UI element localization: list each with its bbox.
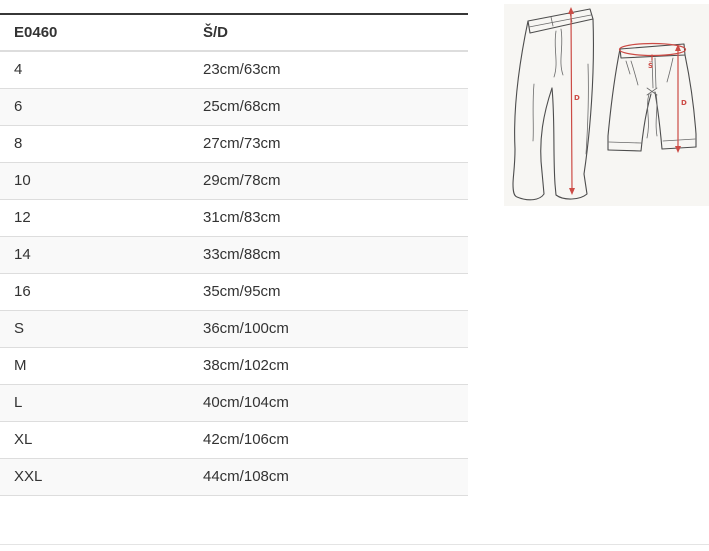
- table-row: [0, 274, 468, 311]
- dimensions-cell: 25cm/68cm: [189, 89, 468, 126]
- dimensions-cell: 27cm/73cm: [189, 126, 468, 163]
- table-row: [0, 385, 468, 422]
- size-cell: 14: [0, 237, 189, 274]
- dimensions-header: Š/D: [189, 14, 468, 51]
- dimensions-cell: 36cm/100cm: [189, 311, 468, 348]
- size-cell: XXL: [0, 459, 189, 496]
- size-chart-header: [0, 14, 468, 51]
- table-row: [0, 422, 468, 459]
- size-cell: 4: [0, 51, 189, 89]
- table-row: [0, 51, 468, 89]
- size-cell: XL: [0, 422, 189, 459]
- size-cell: M: [0, 348, 189, 385]
- size-cell: L: [0, 385, 189, 422]
- size-chart-table: [0, 13, 468, 496]
- dimensions-cell: 33cm/88cm: [189, 237, 468, 274]
- size-cell: 12: [0, 200, 189, 237]
- dimensions-cell: 29cm/78cm: [189, 163, 468, 200]
- header-row: [0, 14, 468, 51]
- dimensions-cell: 23cm/63cm: [189, 51, 468, 89]
- dimensions-cell: 35cm/95cm: [189, 274, 468, 311]
- size-cell: 10: [0, 163, 189, 200]
- garment-measurement-diagram: [504, 4, 709, 206]
- table-row: [0, 163, 468, 200]
- table-row: [0, 126, 468, 163]
- table-row: [0, 200, 468, 237]
- size-cell: 16: [0, 274, 189, 311]
- size-chart-body: [0, 51, 468, 496]
- table-row: [0, 89, 468, 126]
- size-cell: S: [0, 311, 189, 348]
- dimensions-cell: 42cm/106cm: [189, 422, 468, 459]
- size-cell: 6: [0, 89, 189, 126]
- dimensions-cell: 38cm/102cm: [189, 348, 468, 385]
- table-row: [0, 237, 468, 274]
- shorts-length-label: D: [681, 99, 687, 107]
- product-code-header: E0460: [0, 14, 189, 51]
- table-row: [0, 311, 468, 348]
- dimensions-cell: 31cm/83cm: [189, 200, 468, 237]
- shorts-width-label: Š: [648, 62, 654, 70]
- dimensions-cell: 40cm/104cm: [189, 385, 468, 422]
- table-row: [0, 348, 468, 385]
- size-chart: [0, 13, 468, 496]
- pants-length-label: D: [574, 94, 580, 102]
- pants-shorts-diagram-icon: [504, 4, 709, 206]
- dimensions-cell: 44cm/108cm: [189, 459, 468, 496]
- bottom-divider: [0, 544, 709, 545]
- size-cell: 8: [0, 126, 189, 163]
- table-row: [0, 459, 468, 496]
